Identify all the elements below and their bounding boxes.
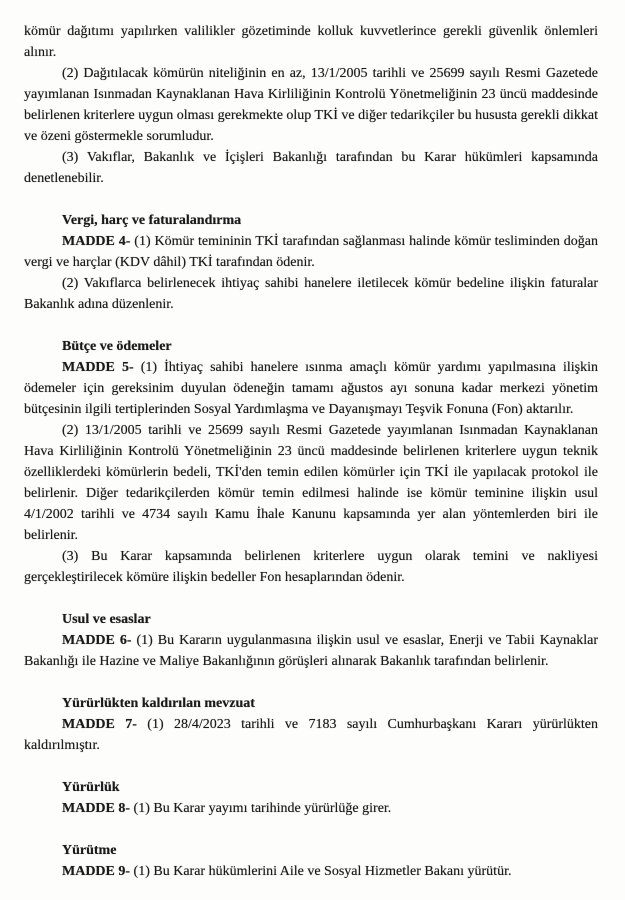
section-butce-odemeler — [24, 336, 598, 588]
paragraph-text: (1) Bu Karar hükümlerini Aile ve Sosyal Hizmetler Bakanı yürütür. — [130, 864, 512, 879]
section-usul-esaslar — [24, 609, 598, 672]
paragraph-text: (2) Dağıtılacak kömürün niteliğinin en az, 13/1/2005 tarihli ve 25699 sayılı Resmi Gazetede yayımlanan Isınmadan Kaynaklanan Hava Kirliliğinin Kontrolü Yönetmeliğinin 23 üncü maddesinde belirlenen kriterlere uygun olması gerekmekte olup TKİ ve diğer tedarikçiler bu hususta gerekli dikkat ve özeni göstermekle sorumludur. — [24, 66, 598, 144]
paragraph — [24, 273, 598, 315]
paragraph-text: (1) Bu Karar yayımı tarihinde yürürlüğe girer. — [130, 801, 392, 816]
madde-label: MADDE 8- — [62, 801, 131, 816]
paragraph — [24, 861, 598, 882]
madde-label: MADDE 4- — [62, 234, 131, 249]
section-vergi-harc-faturalandirma — [24, 210, 598, 315]
madde-label: MADDE 9- — [62, 864, 131, 879]
paragraph-text: (1) Bu Kararın uygulanmasına ilişkin usul ve esaslar, Enerji ve Tabii Kaynaklar Bakanlığı ile Hazine ve Maliye Bakanlığının görüşleri alınarak Bakanlık tarafından belirlenir. — [24, 633, 598, 669]
section-yururluk — [24, 777, 598, 819]
madde-label: MADDE 5- — [62, 360, 134, 375]
madde-label: MADDE 7- — [62, 717, 137, 732]
paragraph — [24, 147, 598, 189]
section-yururlukten-kaldirilan-mevzuat — [24, 693, 598, 756]
section-heading: Bütçe ve ödemeler — [62, 339, 172, 354]
paragraph — [24, 357, 598, 420]
paragraph-text: (1) 28/4/2023 tarihli ve 7183 sayılı Cumhurbaşkanı Kararı yürürlükten kaldırılmıştır. — [24, 717, 599, 753]
paragraph — [24, 63, 598, 147]
section-yurutme — [24, 840, 598, 882]
paragraph — [24, 714, 598, 756]
section-heading: Yürürlükten kaldırılan mevzuat — [62, 696, 255, 711]
paragraph — [24, 546, 598, 588]
paragraph-continuation — [24, 21, 598, 63]
madde-label: MADDE 6- — [62, 633, 132, 648]
paragraph — [24, 798, 598, 819]
paragraph — [24, 420, 598, 546]
paragraph — [24, 630, 598, 672]
paragraph-text: (1) İhtiyaç sahibi hanelere ısınma amaçlı kömür yardımı yapılmasına ilişkin ödemeler için gereksinim duyulan ödeneğin tamamı ağustos ayı sonuna kadar merkezi yönetim bütçesinin ilgili tertiplerinden Sosyal Yardımlaşma ve Dayanışmayı Teşvik Fonuna (Fon) aktarılır. — [24, 360, 598, 417]
paragraph-text: (3) Vakıflar, Bakanlık ve İçişleri Bakanlığı tarafından bu Karar hükümleri kapsamında denetlenebilir. — [24, 150, 598, 186]
section-heading: Vergi, harç ve faturalandırma — [62, 213, 242, 228]
paragraph-text: (2) Vakıflarca belirlenecek ihtiyaç sahibi hanelere iletilecek kömür bedeline ilişkin faturalar Bakanlık adına düzenlenir. — [24, 276, 598, 312]
paragraph-text: (1) Kömür temininin TKİ tarafından sağlanması halinde kömür tesliminden doğan vergi ve harçlar (KDV dâhil) TKİ tarafından ödenir. — [24, 234, 599, 270]
section-heading: Yürütme — [62, 843, 117, 858]
paragraph-text: (3) Bu Karar kapsamında belirlenen kriterlere uygun olarak temini ve nakliyesi gerçekleştirilecek kömüre ilişkin bedeller Fon hesaplarından ödenir. — [24, 549, 598, 585]
section-heading: Yürürlük — [62, 780, 120, 795]
section-heading: Usul ve esaslar — [62, 612, 151, 627]
paragraph-text: (2) 13/1/2005 tarihli ve 25699 sayılı Resmi Gazetede yayımlanan Isınmadan Kaynaklanan Hava Kirliliğinin Kontrolü Yönetmeliğinin 23 üncü maddesinde belirlenen kriterlere uygun teknik özelliklerdeki kömürlerin bedeli, TKİ'den temin edilen kömürler için TKİ ile yapılacak protokol ile belirlenir. Diğer tedarikçilerden kömür temin edilmesi halinde ise kömür teminine ilişkin usul 4/1/2002 tarihli ve 4734 sayılı Kamu İhale Kanunu kapsamında yer alan yöntemlerden biri ile belirlenir. — [24, 423, 598, 543]
paragraph-text: kömür dağıtımı yapılırken valilikler gözetiminde kolluk kuvvetlerince gerekli güvenlik önlemleri alınır. — [24, 24, 598, 60]
paragraph — [24, 231, 598, 273]
